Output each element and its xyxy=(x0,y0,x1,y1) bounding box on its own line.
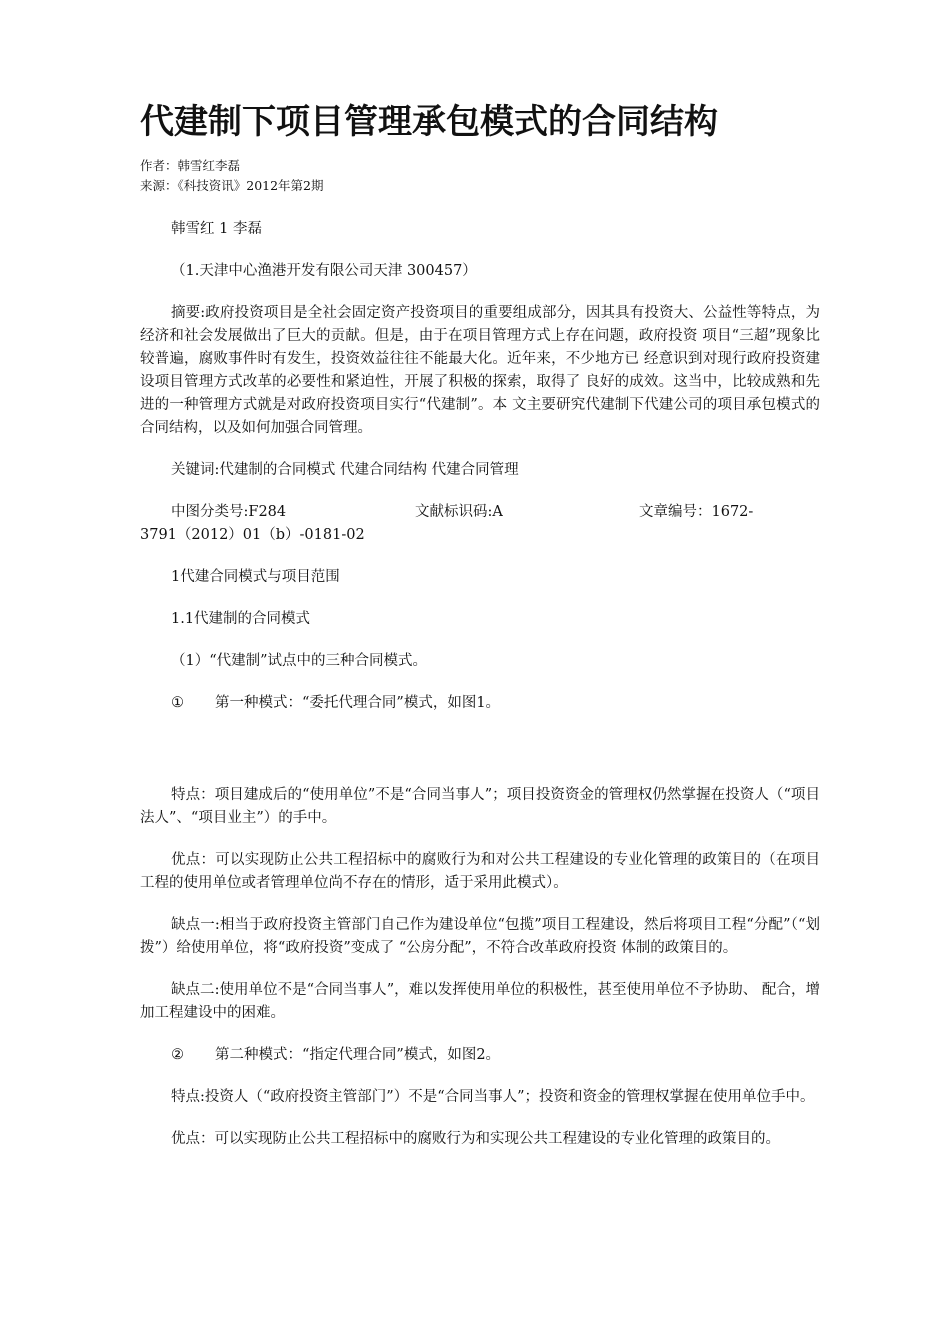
article-number-part2: 3791（2012）01（b）-0181-02 xyxy=(140,527,365,543)
mode-2-line xyxy=(140,1044,820,1067)
drawback-1-paragraph: 缺点一:相当于政府投资主管部门自己作为建设单位“包揽”项目工程建设，然后将项目工程“分配”（“划拨”）给使用单位，将“政府投资”变成了 “公房分配”，不符合改革政府投资 体制的政策目的。 xyxy=(140,917,820,956)
circled-two-marker: ② xyxy=(171,1047,184,1063)
list-item-1: （1）“代建制”试点中的三种合同模式。 xyxy=(171,653,428,669)
section-heading-1-1: 1.1代建制的合同模式 xyxy=(171,611,311,627)
classification-block xyxy=(140,501,820,547)
article-number-part1: 文章编号：1672- xyxy=(639,504,754,520)
advantage-2-paragraph: 优点：可以实现防止公共工程招标中的腐败行为和实现公共工程建设的专业化管理的政策目的。 xyxy=(171,1131,780,1147)
document-code: 文献标识码:A xyxy=(415,504,503,520)
document-page xyxy=(140,96,820,1151)
mode-1-text: 第一种模式：“委托代理合同”模式，如图1。 xyxy=(215,695,501,711)
mode-1-line xyxy=(140,692,820,715)
figure-1-space xyxy=(140,715,820,765)
clc-number: 中图分类号:F284 xyxy=(171,504,287,520)
affiliation: （1.天津中心渔港开发有限公司天津 300457） xyxy=(171,263,477,279)
advantage-1-paragraph: 优点：可以实现防止公共工程招标中的腐败行为和对公共工程建设的专业化管理的政策目的（在项目工程的使用单位或者管理单位尚不存在的情形，适于采用此模式）。 xyxy=(140,852,820,891)
author-line: 作者：韩雪红李磊 xyxy=(140,158,241,173)
mode-2-text: 第二种模式：“指定代理合同”模式，如图2。 xyxy=(215,1047,501,1063)
feature-2-paragraph: 特点:投资人（“政府投资主管部门”）不是“合同当事人”；投资和资金的管理权掌握在使用单位手中。 xyxy=(171,1089,815,1105)
section-heading-1: 1代建合同模式与项目范围 xyxy=(171,569,340,585)
abstract-paragraph: 摘要:政府投资项目是全社会固定资产投资项目的重要组成部分，因其具有投资大、公益性等特点，为经济和社会发展做出了巨大的贡献。但是，由于在项目管理方式上存在问题，政府投资 项目“三超”现象比较普遍，腐败事件时有发生，投资效益往往不能最大化。近年来，不少地方已 经意识到对现行政府投资建设项目管理方式改革的必要性和紧迫性，开展了积极的探索，取得了 良好的成效。这当中，比较成熟和先进的一种管理方式就是对政府投资项目实行“代建制”。本 文主要研究代建制下代建公司的项目承包模式的合同结构，以及如何加强合同管理。 xyxy=(140,305,820,436)
article-title: 代建制下项目管理承包模式的合同结构 xyxy=(140,102,718,142)
circled-one-marker: ① xyxy=(171,695,184,711)
byline: 韩雪红 1 李磊 xyxy=(171,221,262,237)
source-line: 来源：《科技资讯》2012年第2期 xyxy=(140,178,324,193)
keywords: 关键词:代建制的合同模式 代建合同结构 代建合同管理 xyxy=(171,462,519,478)
feature-1-paragraph: 特点：项目建成后的“使用单位”不是“合同当事人”；项目投资资金的管理权仍然掌握在投资人（“项目法人”、“项目业主”）的手中。 xyxy=(140,787,820,826)
drawback-2-paragraph: 缺点二:使用单位不是“合同当事人”，难以发挥使用单位的积极性，甚至使用单位不予协助、 配合，增加工程建设中的困难。 xyxy=(140,982,820,1021)
